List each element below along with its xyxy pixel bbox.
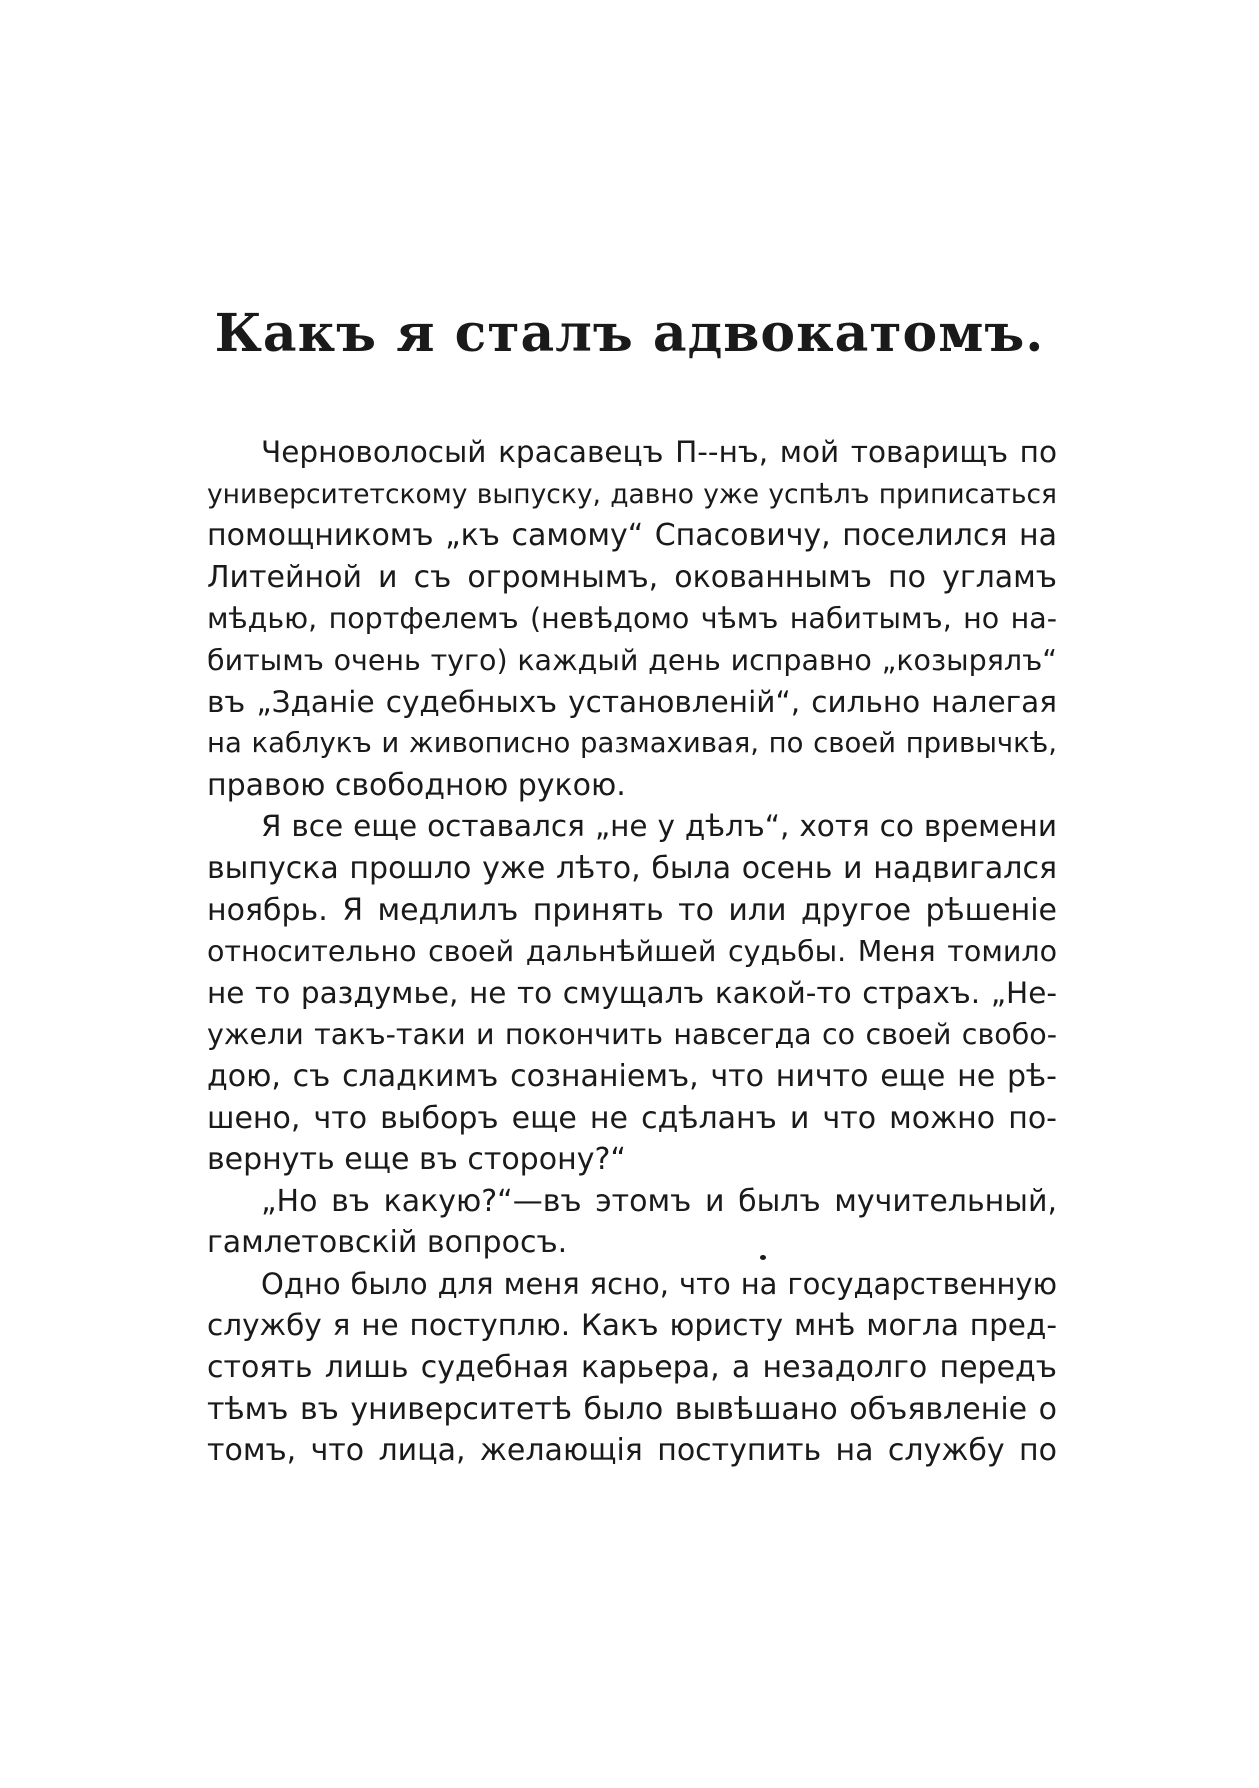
text-line: Литейной и съ огромнымъ, окованнымъ по угламъ — [207, 559, 1057, 595]
text-line: гамлетовскій вопросъ. — [207, 1225, 568, 1261]
chapter-title: Какъ я сталъ адвокатомъ. — [214, 303, 1045, 364]
text-line: битымъ очень туго) каждый день исправно „козырялъ“ — [207, 643, 1057, 677]
text-line: мѣдью, портфелемъ (невѣдомо чѣмъ набитымъ, но на- — [207, 602, 1057, 636]
text-line: помощникомъ „къ самому“ Спасовичу, поселился на — [207, 518, 1057, 554]
text-line: Одно было для меня ясно, что на государственную — [261, 1266, 1057, 1301]
text-line: шено, что выборъ еще не сдѣланъ и что можно по- — [207, 1100, 1057, 1136]
ink-speck — [760, 1255, 766, 1260]
text-line: ноябрь. Я медлилъ принять то или другое рѣшеніе — [207, 892, 1057, 928]
text-line: дою, съ сладкимъ сознаніемъ, что ничто еще не рѣ- — [207, 1058, 1057, 1094]
chapter-body — [207, 432, 1057, 1472]
text-line: на каблукъ и живописно размахивая, по своей привычкѣ, — [207, 727, 1057, 760]
text-line: не то раздумье, не то смущалъ какой-то страхъ. „Не- — [207, 975, 1057, 1010]
text-line: Я все еще оставался „не у дѣлъ“, хотя со времени — [261, 809, 1057, 844]
text-line: „Но въ какую?“—въ этомъ и былъ мучительный, — [261, 1183, 1057, 1219]
text-line: правою свободною рукою. — [207, 767, 626, 803]
text-line: вернуть еще въ сторону?“ — [207, 1142, 626, 1178]
text-line: стоять лишь судебная карьера, а незадолго передъ — [207, 1350, 1057, 1386]
text-line: ужели такъ-таки и покончить навсегда со своей свобо- — [207, 1018, 1057, 1052]
text-line: службу я не поступлю. Какъ юристу мнѣ могла пред- — [207, 1308, 1057, 1343]
text-line: относительно своей дальнѣйшей судьбы. Меня томило — [207, 935, 1057, 969]
text-line: тѣмъ въ университетѣ было вывѣшано объявленіе о — [207, 1391, 1057, 1427]
text-line: Черноволосый красавецъ П--нъ, мой товарищъ по — [261, 435, 1057, 469]
text-line: томъ, что лица, желающія поступить на службу по — [207, 1433, 1057, 1469]
text-line: университетскому выпуску, давно уже успѣлъ приписаться — [207, 478, 1057, 510]
text-line: выпуска прошло уже лѣто, была осень и надвигался — [207, 850, 1057, 886]
text-line: въ „Зданіе судебныхъ установленій“, сильно налегая — [207, 684, 1057, 719]
